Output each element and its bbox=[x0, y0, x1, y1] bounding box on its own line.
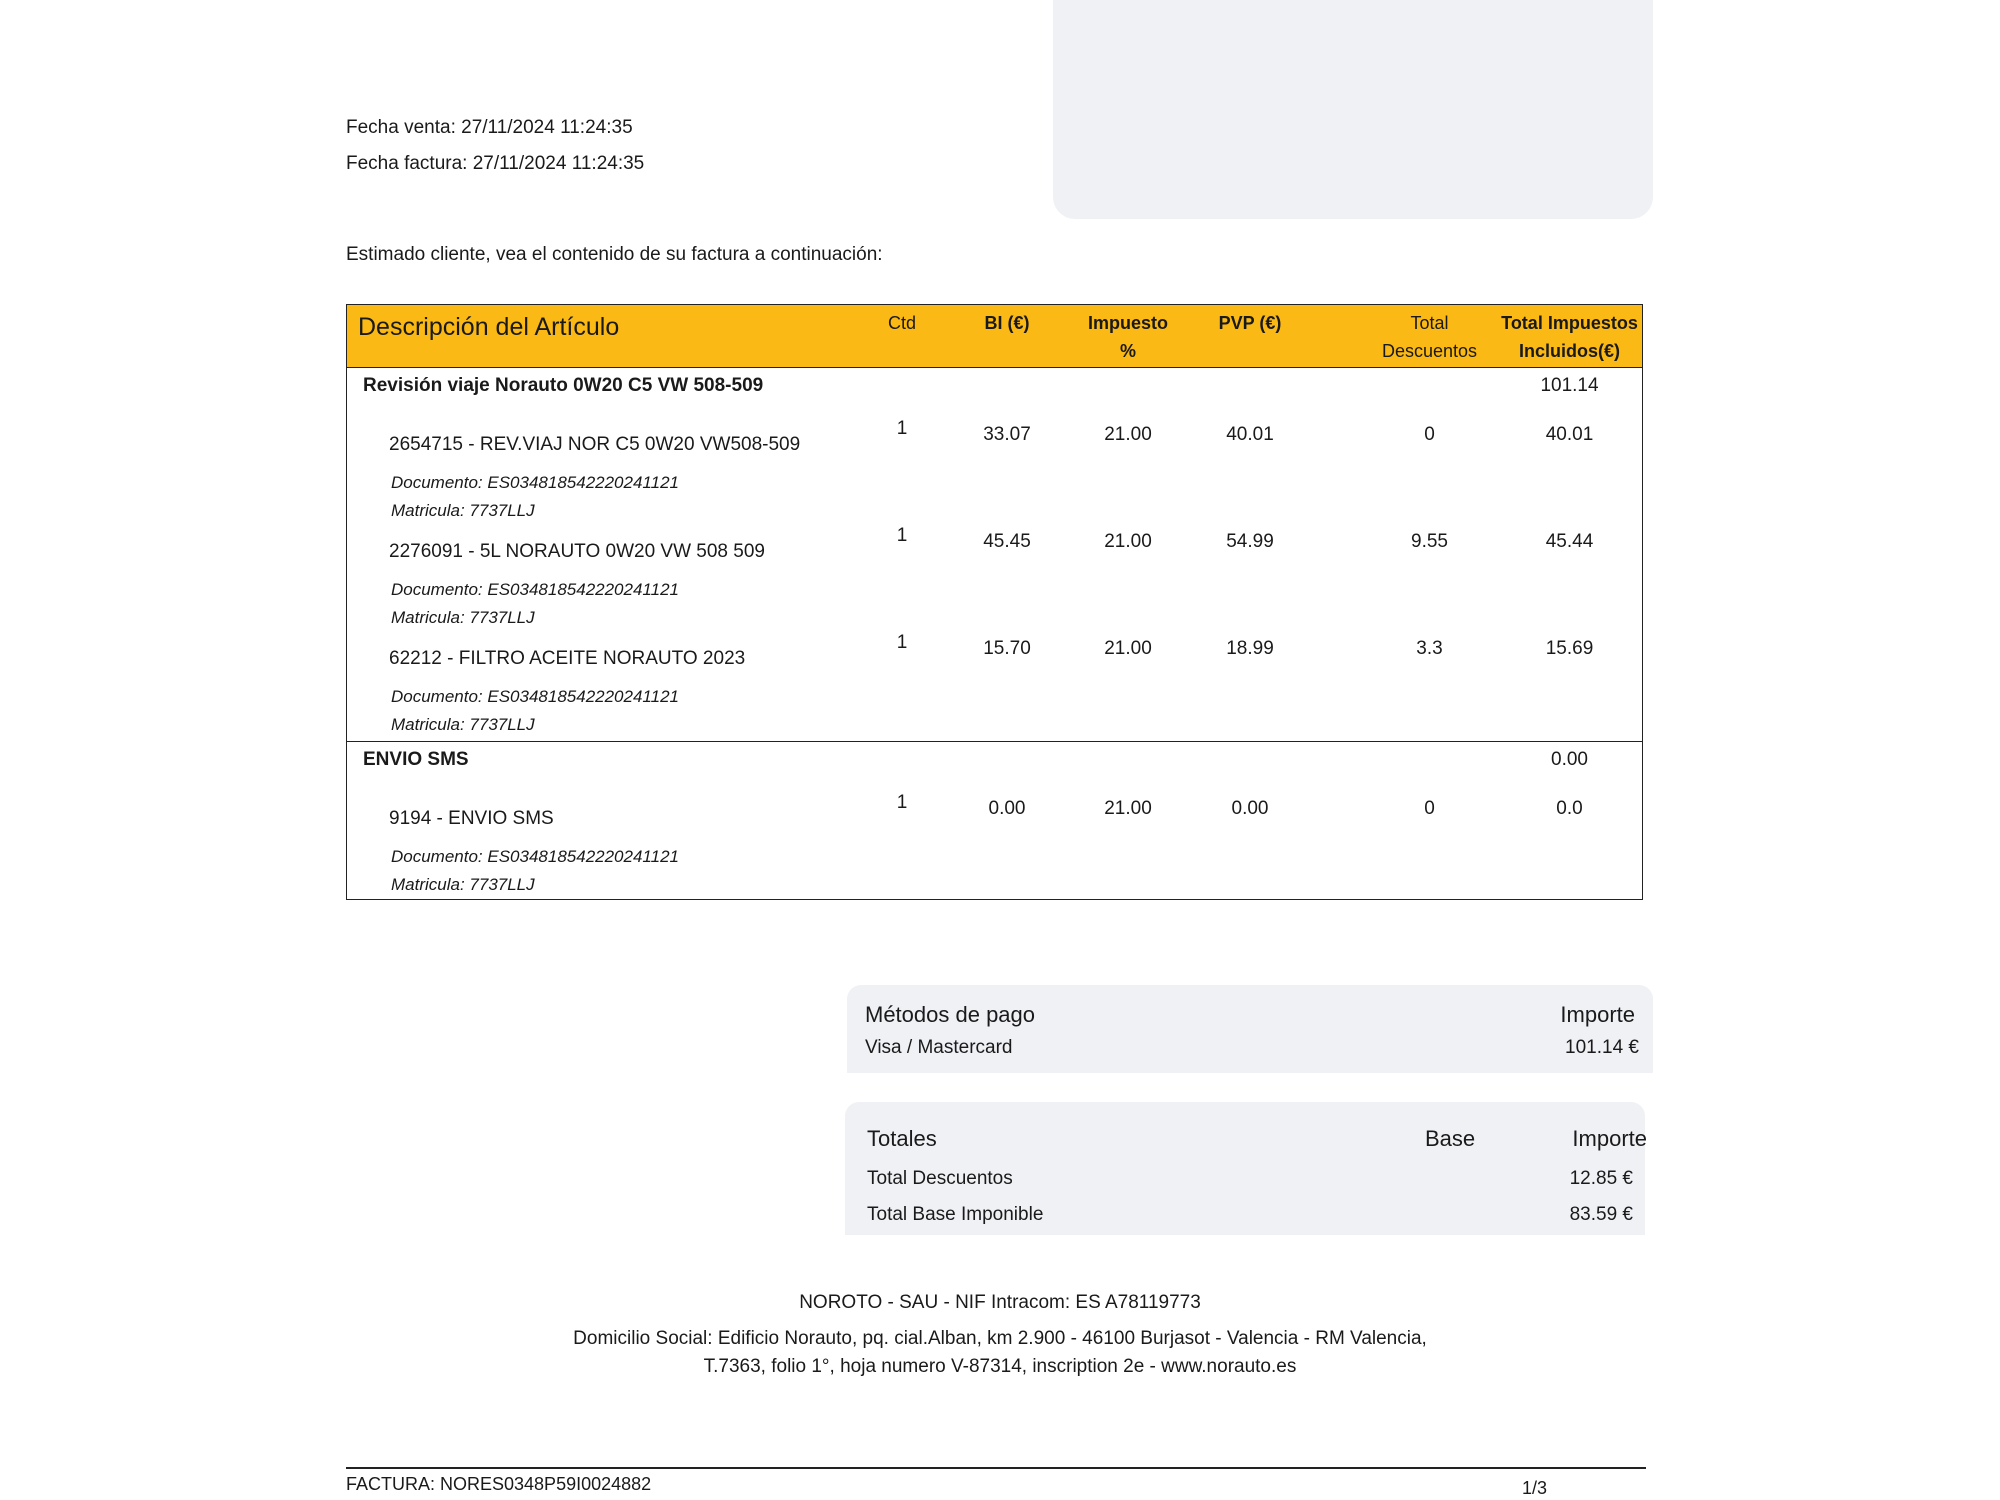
item-impuesto: 21.00 bbox=[1104, 638, 1152, 659]
item-bi: 15.70 bbox=[983, 638, 1031, 659]
item-pvp: 18.99 bbox=[1226, 638, 1274, 659]
item-total: 15.69 bbox=[1545, 638, 1594, 659]
item-ctd: 1 bbox=[896, 792, 908, 813]
total-base-imponible-label: Total Base Imponible bbox=[867, 1204, 1044, 1225]
total-descuentos-value: 12.85 € bbox=[1569, 1168, 1633, 1189]
item-description: 2654715 - REV.VIAJ NOR C5 0W20 VW508-509 bbox=[389, 434, 801, 455]
header-bi: BI (€) bbox=[984, 313, 1030, 333]
item-impuesto: 21.00 bbox=[1104, 798, 1152, 819]
table-header bbox=[347, 305, 1642, 368]
sale-date: Fecha venta: 27/11/2024 11:24:35 bbox=[346, 117, 633, 138]
item-pvp: 0.00 bbox=[1231, 798, 1269, 819]
item-descuento: 0 bbox=[1424, 424, 1435, 445]
group-total: 101.14 bbox=[1540, 375, 1599, 396]
total-base-imponible-value: 83.59 € bbox=[1569, 1204, 1633, 1225]
invoice-number: FACTURA: NORES0348P59I0024882 bbox=[346, 1474, 652, 1494]
intro-text: Estimado cliente, vea el contenido de su factura a continuación: bbox=[346, 244, 883, 265]
item-description: 9194 - ENVIO SMS bbox=[389, 808, 554, 829]
item-matricula: Matricula: 7737LLJ bbox=[391, 608, 535, 627]
item-descuento: 3.3 bbox=[1416, 638, 1443, 659]
item-description: 2276091 - 5L NORAUTO 0W20 VW 508 509 bbox=[389, 541, 765, 562]
item-total: 0.0 bbox=[1556, 798, 1583, 819]
header-pvp: PVP (€) bbox=[1218, 313, 1282, 333]
payment-method: Visa / Mastercard bbox=[865, 1037, 1013, 1058]
invoice-date: Fecha factura: 27/11/2024 11:24:35 bbox=[346, 153, 645, 174]
item-matricula: Matricula: 7737LLJ bbox=[391, 715, 535, 734]
item-ctd: 1 bbox=[896, 525, 908, 546]
domicilio-line-1: Domicilio Social: Edificio Norauto, pq. cial.Alban, km 2.900 - 46100 Burjasot - Valencia - RM Valencia, bbox=[573, 1328, 1427, 1349]
totals-importe-label: Importe bbox=[1572, 1126, 1647, 1151]
total-descuentos-label: Total Descuentos bbox=[867, 1168, 1013, 1189]
header-ctd: Ctd bbox=[887, 313, 916, 333]
item-documento: Documento: ES034818542220241121 bbox=[391, 580, 679, 599]
group-title: ENVIO SMS bbox=[363, 749, 469, 770]
item-total: 45.44 bbox=[1545, 531, 1594, 552]
item-documento: Documento: ES034818542220241121 bbox=[391, 687, 679, 706]
item-impuesto: 21.00 bbox=[1104, 531, 1152, 552]
totals-title: Totales bbox=[867, 1126, 937, 1151]
payment-amount: 101.14 € bbox=[1565, 1037, 1639, 1058]
company-line: NOROTO - SAU - NIF Intracom: ES A78119773 bbox=[799, 1292, 1201, 1313]
item-documento: Documento: ES034818542220241121 bbox=[391, 473, 679, 492]
page-number: 1/3 bbox=[1522, 1478, 1548, 1498]
totals-panel bbox=[845, 1102, 1645, 1235]
payment-title: Métodos de pago bbox=[865, 1002, 1036, 1027]
item-bi: 45.45 bbox=[983, 531, 1031, 552]
item-pvp: 40.01 bbox=[1226, 424, 1274, 445]
group-total: 0.00 bbox=[1551, 749, 1588, 770]
header-descuentos: Total Descuentos bbox=[1381, 313, 1478, 361]
item-impuesto: 21.00 bbox=[1104, 424, 1152, 445]
item-pvp: 54.99 bbox=[1226, 531, 1274, 552]
footer-rule bbox=[346, 1467, 1646, 1469]
group-separator bbox=[347, 741, 1642, 742]
invoice-table bbox=[346, 304, 1643, 900]
item-matricula: Matricula: 7737LLJ bbox=[391, 875, 535, 894]
customer-info-panel bbox=[1053, 0, 1653, 219]
payment-methods-panel bbox=[847, 985, 1653, 1073]
item-ctd: 1 bbox=[896, 632, 908, 653]
header-description: Descripción del Artículo bbox=[358, 313, 620, 341]
item-matricula: Matricula: 7737LLJ bbox=[391, 501, 535, 520]
group-title: Revisión viaje Norauto 0W20 C5 VW 508-509 bbox=[363, 375, 764, 396]
domicilio-line-2: T.7363, folio 1°, hoja numero V-87314, inscription 2e - www.norauto.es bbox=[703, 1356, 1297, 1377]
header-impuesto: Impuesto % bbox=[1087, 313, 1168, 361]
totals-base-label: Base bbox=[1425, 1126, 1476, 1151]
item-bi: 0.00 bbox=[988, 798, 1026, 819]
header-total: Total Impuestos Incluidos(€) bbox=[1501, 313, 1638, 361]
item-documento: Documento: ES034818542220241121 bbox=[391, 847, 679, 866]
item-descuento: 9.55 bbox=[1411, 531, 1448, 552]
item-description: 62212 - FILTRO ACEITE NORAUTO 2023 bbox=[389, 648, 746, 669]
item-descuento: 0 bbox=[1424, 798, 1435, 819]
item-bi: 33.07 bbox=[983, 424, 1031, 445]
item-ctd: 1 bbox=[896, 418, 908, 439]
payment-importe-label: Importe bbox=[1560, 1002, 1635, 1027]
item-total: 40.01 bbox=[1545, 424, 1594, 445]
